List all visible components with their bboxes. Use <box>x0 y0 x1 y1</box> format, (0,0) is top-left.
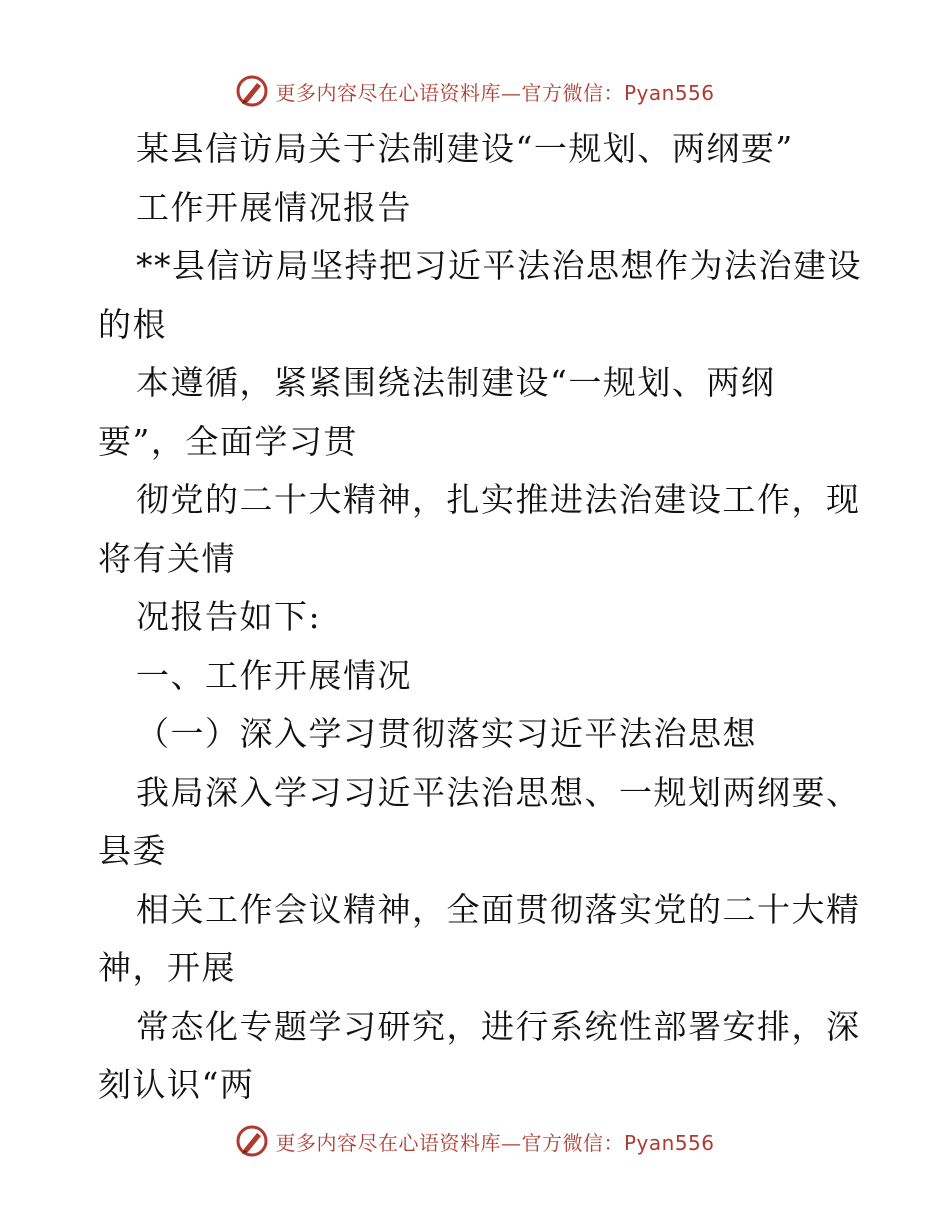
watermark-text: 更多内容尽在心语资料库—官方微信：Pyan556 <box>275 1130 715 1155</box>
document-body <box>98 120 862 1115</box>
document-line: 工作开展情况报告 <box>136 187 412 227</box>
document-line: 况报告如下: <box>136 597 322 636</box>
document-line: 本遵循，紧紧围绕法制建设“一规划、两纲 <box>136 363 776 402</box>
document-line: 将有关情 <box>98 538 236 578</box>
document-line: 彻党的二十大精神，扎实推进法治建设工作，现 <box>136 480 861 519</box>
document-line: 一、工作开展情况 <box>136 655 412 695</box>
header-watermark <box>0 71 950 111</box>
document-line: 刻认识“两 <box>98 1065 255 1104</box>
document-line: 的根 <box>98 304 167 344</box>
document-line: 县委 <box>98 831 167 870</box>
document-line: 常态化专题学习研究，进行系统性部署安排，深 <box>136 1006 861 1046</box>
pen-circle-logo-icon <box>235 74 269 108</box>
footer-watermark <box>0 1121 950 1161</box>
document-line: 相关工作会议精神，全面贯彻落实党的二十大精 <box>136 889 861 929</box>
document-line: **县信访局坚持把习近平法治思想作为法治建设 <box>136 246 862 285</box>
document-line: 我局深入学习习近平法治思想、一规划两纲要、 <box>136 772 861 812</box>
watermark-text: 更多内容尽在心语资料库—官方微信：Pyan556 <box>275 80 715 105</box>
document-line: 某县信访局关于法制建设“一规划、两纲要” <box>136 129 794 168</box>
document-line: 神，开展 <box>98 948 236 987</box>
pen-circle-logo-icon <box>235 1124 269 1158</box>
document-line: （一）深入学习贯彻落实习近平法治思想 <box>136 714 757 753</box>
document-line: 要”，全面学习贯 <box>98 421 358 461</box>
